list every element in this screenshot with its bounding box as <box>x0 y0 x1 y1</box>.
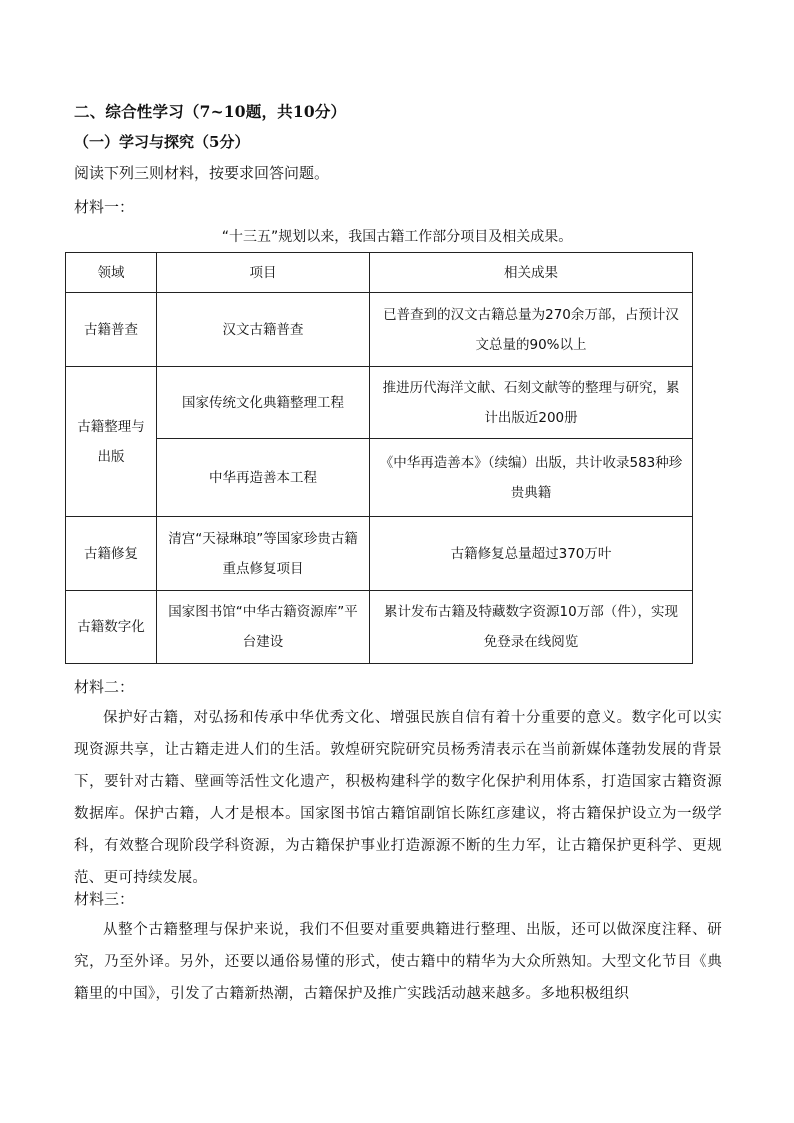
material-3-paragraph: 从整个古籍整理与保护来说，我们不但要对重要典籍进行整理、出版，还可以做深度注释、研究，乃至外译。另外，还要以通俗易懂的形式，使古籍中的精华为大众所熟知。大型文化节目《典籍里的中国》，引发了古籍新热潮，古籍保护及推广实践活动越来越多。多地积极组织 <box>74 922 722 1002</box>
cell-project: 中华再造善本工程 <box>157 439 370 517</box>
section-title: 二、综合性学习（7~10题，共10分） <box>74 102 347 121</box>
cell-field: 古籍修复 <box>66 517 157 591</box>
material-2-label: 材料二： <box>74 678 135 696</box>
table-row <box>66 439 693 517</box>
cell-result: 推进历代海洋文献、石刻文献等的整理与研究，累计出版近200册 <box>370 367 693 439</box>
table-caption: “十三五”规划以来，我国古籍工作部分项目及相关成果。 <box>221 229 573 245</box>
cell-result: 累计发布古籍及特藏数字资源10万部（件），实现免登录在线阅览 <box>370 591 693 664</box>
cell-field: 古籍普查 <box>66 293 157 367</box>
cell-field: 古籍整理与出版 <box>66 367 157 517</box>
cell-project: 汉文古籍普查 <box>157 293 370 367</box>
cell-project: 清宫“天禄琳琅”等国家珍贵古籍重点修复项目 <box>157 517 370 591</box>
header-project: 项目 <box>157 253 370 293</box>
material-2-paragraph: 保护好古籍，对弘扬和传承中华优秀文化、增强民族自信有着十分重要的意义。数字化可以实现资源共享，让古籍走进人们的生活。敦煌研究院研究员杨秀清表示在当前新媒体蓬勃发展的背景下，要针对古籍、壁画等活性文化遗产，积极构建科学的数字化保护利用体系，打造国家古籍资源数据库。保护古籍，人才是根本。国家图书馆古籍馆副馆长陈红彦建议，将古籍保护设立为一级学科，有效整合现阶段学科资源，为古籍保护事业打造源源不断的生力军，让古籍保护更科学、更规范、更可持续发展。 <box>74 710 722 886</box>
header-result: 相关成果 <box>370 253 693 293</box>
instruction-text: 阅读下列三则材料，按要求回答问题。 <box>74 164 330 182</box>
cell-result: 《中华再造善本》（续编）出版，共计收录583种珍贵典籍 <box>370 439 693 517</box>
header-field: 领域 <box>66 253 157 293</box>
cell-project: 国家传统文化典籍整理工程 <box>157 367 370 439</box>
cell-project: 国家图书馆“中华古籍资源库”平台建设 <box>157 591 370 664</box>
cell-result: 已普查到的汉文古籍总量为270余万部，占预计汉文总量的90%以上 <box>370 293 693 367</box>
table-row <box>66 591 693 664</box>
material-1-label: 材料一： <box>74 198 135 216</box>
table-row <box>66 517 693 591</box>
table-row <box>66 367 693 439</box>
cell-field: 古籍数字化 <box>66 591 157 664</box>
subsection-title: （一）学习与探究（5分） <box>74 133 250 151</box>
cell-result: 古籍修复总量超过370万叶 <box>370 517 693 591</box>
achievements-table <box>65 252 693 664</box>
material-3-label: 材料三： <box>74 890 135 908</box>
table-header-row <box>66 253 693 293</box>
table-row <box>66 293 693 367</box>
